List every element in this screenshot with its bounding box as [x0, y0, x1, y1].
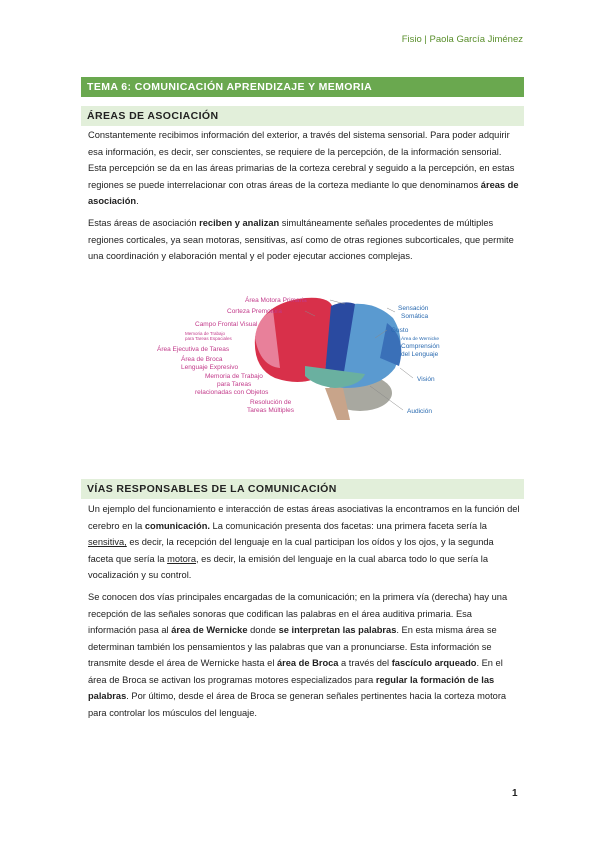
underlined-term: sensitiva, — [88, 537, 127, 547]
label-executive: Área Ejecutiva de Tareas — [157, 346, 230, 353]
paragraph-communication-1 — [88, 501, 520, 584]
text-run: Estas áreas de asociación — [88, 218, 200, 228]
bold-term: se interpretan las palabras — [278, 625, 397, 635]
chapter-title: TEMA 6: COMUNICACIÓN APRENDIZAJE Y MEMORIA — [81, 77, 524, 97]
section-heading-association-areas: ÁREAS DE ASOCIACIÓN — [81, 106, 524, 126]
section-heading-communication: VÍAS RESPONSABLES DE LA COMUNICACIÓN — [81, 479, 524, 499]
label-expressive: Lenguaje Expresivo — [181, 364, 239, 371]
text-run: es decir, la recepción del lenguaje en la cual participan los oídos y los ojos, y la segunda faceta que sería la — [88, 537, 494, 564]
text-run: simultáneamente señales procedentes de múltiples regiones corticales, ya sean motoras, sensitivas, así como de otras regiones subcorticales, que permite una coordinación y elaboración mental y el poder ejecutar acciones complejas. — [88, 218, 514, 261]
underlined-term: motora — [167, 553, 197, 564]
text-run: . — [136, 196, 139, 206]
label-comprehension: Comprensión — [401, 343, 440, 350]
text-run: , es decir, la emisión del lenguaje en la cual abarca todo lo que sería la vocalización y su control. — [88, 553, 489, 580]
bold-term: regular la formación de las palabras — [88, 674, 495, 701]
label-language: del Lenguaje — [401, 351, 439, 358]
label-wm-objects-a: Memoria de Trabajo — [205, 373, 263, 380]
label-hearing: Audición — [407, 408, 432, 415]
label-motor-primary: Área Motora Primaria — [245, 297, 307, 304]
label-taste: Gusto — [391, 327, 409, 334]
label-wm-objects-c: relacionadas con Objetos — [195, 389, 269, 396]
text-run: La comunicación presenta dos facetas: una primera faceta sería la — [209, 520, 487, 531]
label-multitask-a: Resolución de — [250, 399, 292, 406]
paragraph-association-1 — [88, 127, 520, 210]
label-premotor: Corteza Premotora — [227, 308, 282, 315]
text-run: . En esta misma área se determinan también los pensamientos y las palabras que van a pronunciarse. Esta información se transmite desde el área de Wernicke hasta el — [88, 625, 497, 668]
label-broca: Área de Broca — [181, 356, 223, 363]
bold-term: área de Wernicke — [171, 625, 248, 635]
paragraph-communication-2 — [88, 589, 520, 721]
bold-term: áreas de asociación — [88, 179, 519, 206]
brain-areas-figure — [155, 278, 455, 423]
label-multitask-b: Tareas Múltiples — [247, 407, 294, 414]
bold-term: fascículo arqueado — [391, 658, 477, 668]
bold-term: reciben y analizan — [199, 218, 280, 228]
label-wm-objects-b: para Tareas — [217, 381, 252, 388]
text-run: Constantemente recibimos información del exterior, a través del sistema sensorial. Para poder adquirir esa información, es decir, ser conscientes, se requiere de la percepción, de la información sensorial. Esta percepción se da en las áreas primarias de la corteza cerebral y seguido a la percepción, en estas regiones se puede interrelacionar con otras áreas de la corteza mediante lo que denominamos — [88, 130, 515, 190]
label-wernicke: Área de Wernicke — [401, 337, 440, 342]
text-run: donde — [247, 625, 279, 635]
running-header: Fisio | Paola García Jiménez — [401, 34, 523, 45]
text-run: . En el área de Broca se activan los programas motores especializados para — [88, 658, 503, 685]
text-run: . Por último, desde el área de Broca se generan señales pertinentes hacia la corteza motora para controlar los músculos del lenguaje. — [88, 691, 507, 718]
label-working-memory-b: para Tareas Espaciales — [185, 336, 232, 341]
label-somatic-a: Sensación — [398, 305, 429, 312]
text-run: Un ejemplo del funcionamiento e interacción de estas áreas asociativas la encontramos en la función del cerebro en la — [88, 504, 520, 531]
paragraph-association-2 — [88, 215, 520, 265]
bold-term: área de Broca — [276, 658, 339, 668]
label-frontal-visual: Campo Frontal Visual — [195, 321, 258, 328]
label-vision: Visión — [417, 376, 435, 383]
label-working-memory-a: Memoria de Trabajo — [185, 331, 226, 336]
label-somatic-b: Somática — [401, 313, 429, 320]
page-number: 1 — [512, 788, 518, 799]
text-run: Se conocen dos vías principales encargadas de la comunicación; en la primera vía (derecha) hay una recepción de las señales sonoras que codifican las palabras en el área auditiva primaria. Esa información pasa al — [88, 592, 508, 635]
bold-term: comunicación. — [144, 520, 210, 531]
text-run: a través del — [338, 658, 392, 668]
